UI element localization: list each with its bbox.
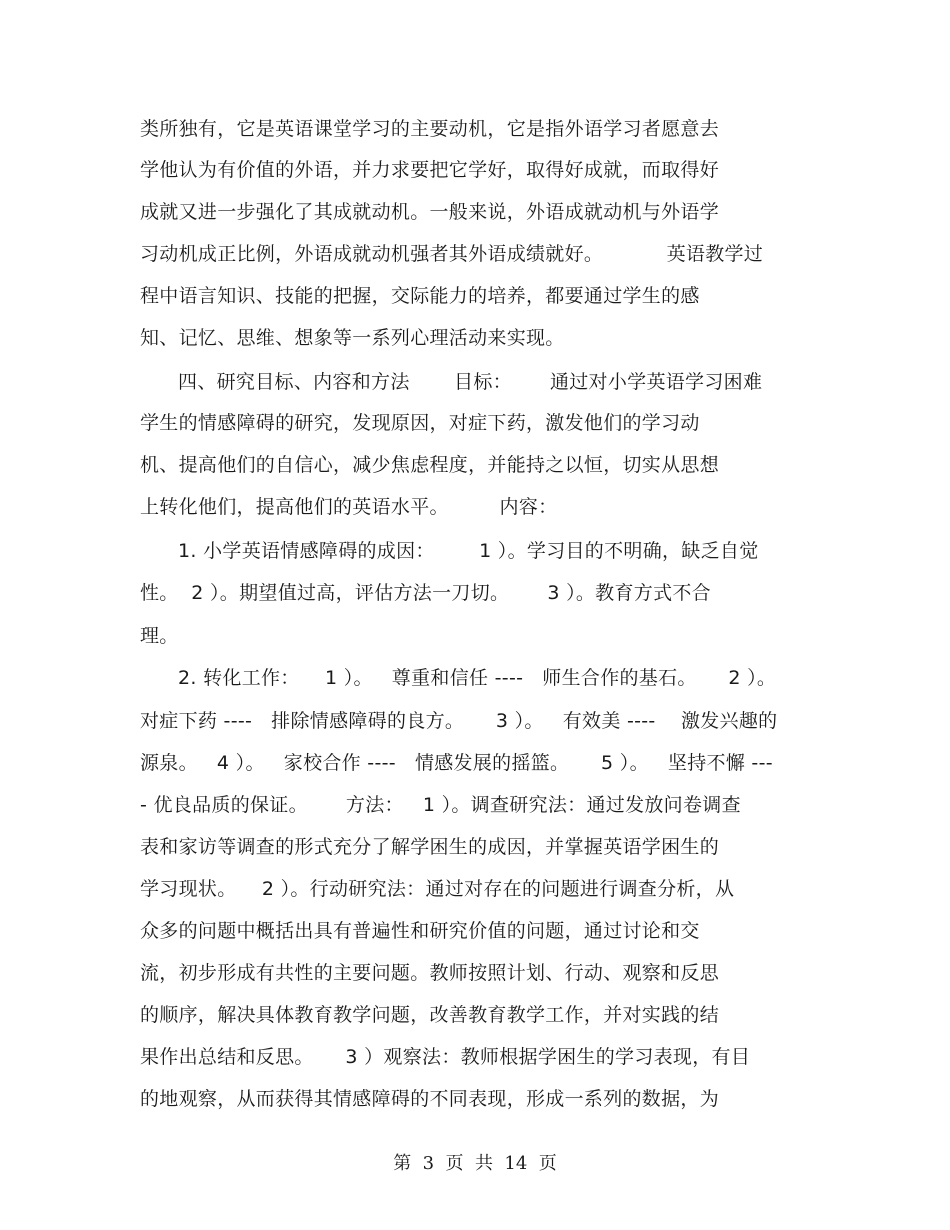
- text-line: 学他认为有价值的外语，并力求要把它学好，取得好成就，而取得好: [140, 159, 720, 181]
- text-line: 知、记忆、思维、想象等一系列心理活动来实现。: [140, 327, 565, 349]
- text-line: 源泉。 4 ）。 家校合作 ---- 情感发展的摇篮。 5 ）。 坚持不懈 ---: [140, 752, 773, 774]
- text-line: 类所独有，它是英语课堂学习的主要动机，它是指外语学习者愿意去: [140, 118, 720, 140]
- list-item-line: 1. 小学英语情感障碍的成因： 1 ）。学习目的不明确，缺乏自觉: [140, 540, 759, 562]
- text-line: 上转化他们，提高他们的英语水平。 内容：: [140, 496, 558, 518]
- text-line: - 优良品质的保证。 方法： 1 ）。调查研究法：通过发放问卷调查: [140, 794, 741, 816]
- text-line: 理。: [140, 625, 179, 647]
- text-line: 果作出总结和反思。 3 ）观察法：教师根据学困生的学习表现，有目: [140, 1046, 751, 1068]
- text-line: 的地观察，从而获得其情感障碍的不同表现，形成一系列的数据，为: [140, 1088, 720, 1110]
- text-line: 的顺序，解决具体教育教学问题，改善教育教学工作，并对实践的结: [140, 1004, 720, 1026]
- text-line: 程中语言知识、技能的把握，交际能力的培养，都要通过学生的感: [140, 285, 700, 307]
- section-heading-line: 四、研究目标、内容和方法 目标： 通过对小学英语学习困难: [140, 371, 763, 393]
- text-line: 表和家访等调查的形式充分了解学困生的成因，并掌握英语学困生的: [140, 836, 720, 858]
- text-line: 学习现状。 2 ）。行动研究法：通过对存在的问题进行调查分析，从: [140, 878, 735, 900]
- list-item-line: 2. 转化工作： 1 ）。 尊重和信任 ---- 师生合作的基石。 2 ）。: [140, 667, 777, 689]
- text-line: 性。 2 ）。期望值过高，评估方法一刀切。 3 ）。教育方式不合: [140, 582, 711, 604]
- text-line: 机、提高他们的自信心，减少焦虑程度，并能持之以恒，切实从思想: [140, 454, 720, 476]
- text-line: 成就又进一步强化了其成就动机。一般来说，外语成就动机与外语学: [140, 201, 720, 223]
- text-line: 对症下药 ---- 排除情感障碍的良方。 3 ）。 有效美 ---- 激发兴趣的: [140, 710, 778, 732]
- page-number-footer: 第 3 页 共 14 页: [393, 1153, 557, 1174]
- text-line: 众多的问题中概括出具有普遍性和研究价值的问题，通过讨论和交: [140, 920, 700, 942]
- text-line: 流，初步形成有共性的主要问题。教师按照计划、行动、观察和反思: [140, 962, 720, 984]
- text-line: 学生的情感障碍的研究，发现原因，对症下药，激发他们的学习动: [140, 412, 700, 434]
- text-line: 习动机成正比例，外语成就动机强者其外语成绩就好。 英语教学过: [140, 243, 764, 265]
